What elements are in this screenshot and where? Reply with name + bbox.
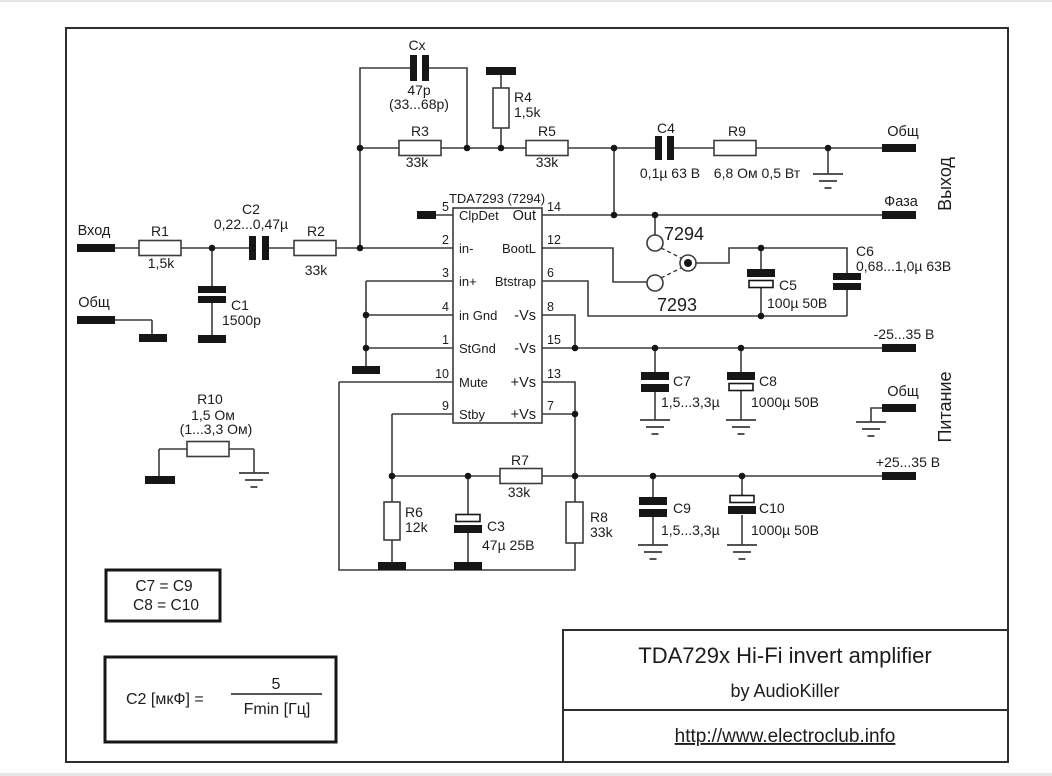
rail-neg-label: -25...35 В — [873, 326, 935, 342]
pin-name-out: Out — [512, 208, 536, 224]
junction-dot — [652, 345, 659, 352]
cx-ref: Cx — [408, 37, 426, 53]
earth-gnd-c10 — [727, 545, 757, 559]
terminal-input-gnd — [77, 316, 115, 324]
signal-gnd-bar-input — [139, 334, 167, 342]
wire-feedback-loop — [360, 68, 882, 248]
r1-value: 1,5k — [147, 255, 175, 271]
schematic-author: by AudioKiller — [730, 681, 840, 701]
c7-ref: C7 — [673, 373, 691, 389]
capacitor-c10-electrolytic — [728, 496, 756, 515]
capacitor-c4 — [655, 136, 674, 160]
c5-ref: C5 — [779, 277, 797, 293]
junction-dot — [572, 345, 579, 352]
junction-dot — [650, 473, 657, 480]
c1-plate — [198, 286, 226, 293]
c10-ref: C10 — [759, 500, 785, 516]
pin-number-13: 13 — [547, 367, 561, 381]
cx-plate — [422, 55, 429, 81]
r10-note: (1...3,3 Ом) — [179, 421, 253, 437]
junction-dot — [738, 345, 745, 352]
c2-value: 0,22...0,47µ — [213, 216, 289, 232]
pin-number-3: 3 — [442, 266, 449, 280]
pin-number-8: 8 — [547, 300, 554, 314]
pin-name-stby: Stby — [459, 407, 486, 422]
pin-name-stgnd: StGnd — [459, 341, 496, 356]
switch-contact-7294[interactable] — [647, 235, 663, 251]
pin-name-neg-vs-2: -Vs — [514, 341, 536, 357]
website-link[interactable]: http://www.electroclub.info — [674, 726, 896, 747]
capacitor-c8-electrolytic — [727, 372, 755, 391]
r6-ref: R6 — [405, 504, 423, 520]
pin-name-pos-vs-1: +Vs — [510, 375, 536, 391]
capacitor-c9 — [639, 497, 667, 517]
r4-value: 1,5k — [514, 104, 541, 120]
supply-group-label: Питание — [935, 371, 955, 443]
pin-number-12: 12 — [547, 233, 561, 247]
pin-number-4: 4 — [442, 300, 449, 314]
c5-plate — [747, 269, 775, 277]
pin-name-btstrap: Btstrap — [494, 274, 536, 289]
capacitor-c2 — [249, 236, 269, 260]
junction-dot — [465, 473, 472, 480]
resistor-r6 — [384, 502, 400, 540]
junction-dot — [357, 145, 364, 152]
resistor-r2 — [294, 241, 336, 256]
cx-value: 47p — [407, 82, 431, 98]
r8-ref: R8 — [590, 509, 608, 525]
signal-gnd-bar-c1 — [198, 335, 226, 343]
pin-name-in-plus: in+ — [459, 274, 477, 289]
switch-blade-upper — [661, 248, 681, 258]
output-phase-label: Фаза — [884, 194, 918, 210]
c3-minus-plate — [454, 525, 482, 533]
pin-number-5: 5 — [442, 200, 449, 214]
c4-plate — [667, 136, 674, 160]
junction-dot — [389, 473, 396, 480]
r2-value: 33k — [304, 262, 328, 278]
c8-ref: C8 — [759, 373, 777, 389]
r6-value: 12k — [405, 519, 428, 535]
c2-plate — [249, 236, 256, 260]
capacitor-c3-electrolytic — [454, 515, 482, 534]
junction-dot — [611, 212, 618, 219]
earth-grounds — [239, 174, 886, 559]
pin-name-in-gnd: in Gnd — [459, 308, 498, 323]
c9-plate — [639, 509, 667, 517]
c9-value: 1,5...3,3µ — [661, 522, 720, 538]
bootstrap-switch[interactable] — [647, 224, 704, 315]
wire-ic-ground-tie — [366, 281, 453, 366]
r5-value: 33k — [535, 154, 559, 170]
c6-value: 0,68...1,0µ 63В — [856, 258, 952, 274]
junction-dot — [611, 145, 618, 152]
c10-minus-plate — [728, 506, 756, 514]
r3-ref: R3 — [411, 123, 429, 139]
resistor-r1 — [139, 241, 181, 256]
pin-name-mute: Mute — [459, 375, 488, 390]
capacitor-c7 — [641, 372, 669, 392]
cap-equivalence-note — [106, 570, 220, 621]
formula-lhs: C2 [мкФ] = — [126, 691, 204, 708]
c1-value: 1500p — [222, 312, 261, 328]
c1-plate — [198, 296, 226, 303]
junction-dot — [652, 212, 659, 219]
pin-number-15: 15 — [547, 333, 561, 347]
junction-dot — [498, 145, 505, 152]
ic-tda7293 — [435, 191, 561, 423]
c7-plate — [641, 384, 669, 392]
c6-ref: C6 — [856, 243, 874, 259]
c8-value: 1000µ 50В — [751, 394, 820, 410]
capacitor-c6 — [833, 273, 861, 290]
signal-gnd-bar-r10 — [145, 476, 175, 484]
junction-dot — [357, 245, 364, 252]
earth-gnd-r10 — [239, 473, 269, 487]
c6-plate — [833, 273, 861, 280]
c8-plus-plate — [729, 384, 753, 391]
formula-denominator: Fmin [Гц] — [243, 701, 311, 718]
cx-plate — [410, 55, 417, 81]
terminal-input — [77, 244, 115, 252]
terminal-rail-pos — [882, 472, 916, 480]
signal-gnd-bar-ic — [352, 366, 380, 374]
c8-plate — [727, 372, 755, 380]
junction-dot — [572, 411, 579, 418]
pin-number-2: 2 — [442, 233, 449, 247]
c9-ref: C9 — [673, 500, 691, 516]
junction-dot — [464, 145, 471, 152]
c10-value: 1000µ 50В — [751, 522, 820, 538]
pin-name-in-minus: in- — [459, 241, 474, 256]
earth-gnd-supply — [856, 422, 886, 436]
c3-plus-plate — [456, 515, 480, 522]
r2-ref: R2 — [307, 223, 325, 239]
switch-blade-lower — [661, 268, 681, 278]
r7-value: 33k — [507, 484, 531, 500]
pin-number-6: 6 — [547, 266, 554, 280]
formula-numerator: 5 — [271, 676, 281, 693]
c7-value: 1,5...3,3µ — [661, 394, 720, 410]
c3-value: 47µ 25В — [482, 537, 535, 553]
cx-note: (33...68p) — [389, 96, 449, 112]
resistor-r4 — [493, 88, 509, 128]
earth-gnd-c8 — [726, 420, 756, 434]
pin-name-pos-vs-2: +Vs — [510, 407, 536, 423]
signal-gnd-bar-r6 — [378, 562, 406, 570]
c5-plus-plate — [749, 281, 773, 288]
earth-gnd-c9 — [638, 545, 668, 559]
r9-ref: R9 — [728, 123, 746, 139]
c4-plate — [655, 136, 662, 160]
rail-pos-label: +25...35 В — [875, 454, 941, 470]
r10-ref: R10 — [197, 391, 223, 407]
terminal-supply-gnd — [882, 404, 916, 412]
c4-value: 0,1µ 63 В — [639, 165, 701, 181]
r9-value: 6,8 Ом 0,5 Вт — [713, 165, 801, 181]
terminal-output-gnd — [882, 144, 916, 152]
switch-label-7294: 7294 — [664, 224, 705, 244]
junction-dot — [758, 245, 765, 252]
terminal-rail-neg — [882, 344, 916, 352]
switch-common-pole — [684, 259, 692, 267]
terminal-output-phase — [882, 211, 916, 219]
c5-value: 100µ 50В — [767, 295, 828, 311]
input-gnd-label: Общ — [78, 295, 110, 311]
capacitor-c1 — [198, 286, 226, 303]
cap-equivalence-line2: C8 = C10 — [133, 597, 199, 614]
earth-gnd-c7 — [640, 420, 670, 434]
junction-dot — [758, 313, 765, 320]
title-block — [563, 630, 1008, 762]
pin-name-bootl: BootL — [502, 241, 536, 256]
junction-dot — [572, 473, 579, 480]
r1-ref: R1 — [151, 223, 169, 239]
page-top-edge — [0, 0, 1052, 2]
junction-dot — [825, 145, 832, 152]
pin-number-14: 14 — [547, 200, 561, 214]
switch-label-7293: 7293 — [657, 295, 698, 315]
c2-plate — [262, 236, 269, 260]
resistor-r7 — [500, 469, 542, 484]
c1-ref: C1 — [231, 297, 249, 313]
r7-ref: R7 — [511, 452, 529, 468]
output-group-label: Выход — [935, 157, 955, 211]
c10-plus-plate — [730, 496, 754, 503]
schematic-title: TDA729x Hi-Fi invert amplifier — [638, 643, 932, 668]
junction-dot — [209, 245, 216, 252]
supply-gnd-label: Общ — [887, 384, 919, 400]
input-label: Вход — [77, 223, 111, 239]
earth-gnd-output — [813, 174, 843, 188]
cap-equivalence-line1: C7 = C9 — [135, 578, 193, 595]
pin-number-7: 7 — [547, 399, 554, 413]
resistor-r8 — [566, 502, 583, 543]
capacitor-cx — [410, 55, 429, 81]
junction-dot — [363, 312, 370, 319]
c2-formula-note — [105, 657, 336, 742]
c9-plate — [639, 497, 667, 505]
r3-value: 33k — [405, 154, 429, 170]
r4-common-bar — [486, 67, 516, 75]
junction-dot — [739, 473, 746, 480]
switch-contact-7293[interactable] — [647, 275, 663, 291]
r8-value: 33k — [590, 524, 613, 540]
r4-ref: R4 — [514, 89, 532, 105]
c7-plate — [641, 372, 669, 380]
pin-name-neg-vs-1: -Vs — [514, 308, 536, 324]
resistor-r10 — [187, 442, 229, 457]
pin-number-9: 9 — [442, 399, 449, 413]
capacitor-c5-electrolytic — [747, 269, 775, 288]
c2-ref: C2 — [242, 201, 260, 217]
clpdet-stub-bar — [417, 211, 436, 219]
r5-ref: R5 — [538, 123, 556, 139]
r10-value: 1,5 Ом — [191, 407, 235, 423]
junction-dot — [363, 345, 370, 352]
pin-name-clpdet: ClpDet — [459, 208, 499, 223]
resistor-r9 — [714, 141, 756, 156]
pin-number-10: 10 — [435, 367, 449, 381]
output-gnd-label: Общ — [887, 124, 919, 140]
pin-number-1: 1 — [442, 333, 449, 347]
c3-ref: C3 — [487, 518, 505, 534]
signal-gnd-bar-c3 — [454, 562, 482, 570]
c4-ref: C4 — [657, 120, 675, 136]
ic-title: TDA7293 (7294) — [448, 191, 546, 206]
c6-plate — [833, 283, 861, 290]
